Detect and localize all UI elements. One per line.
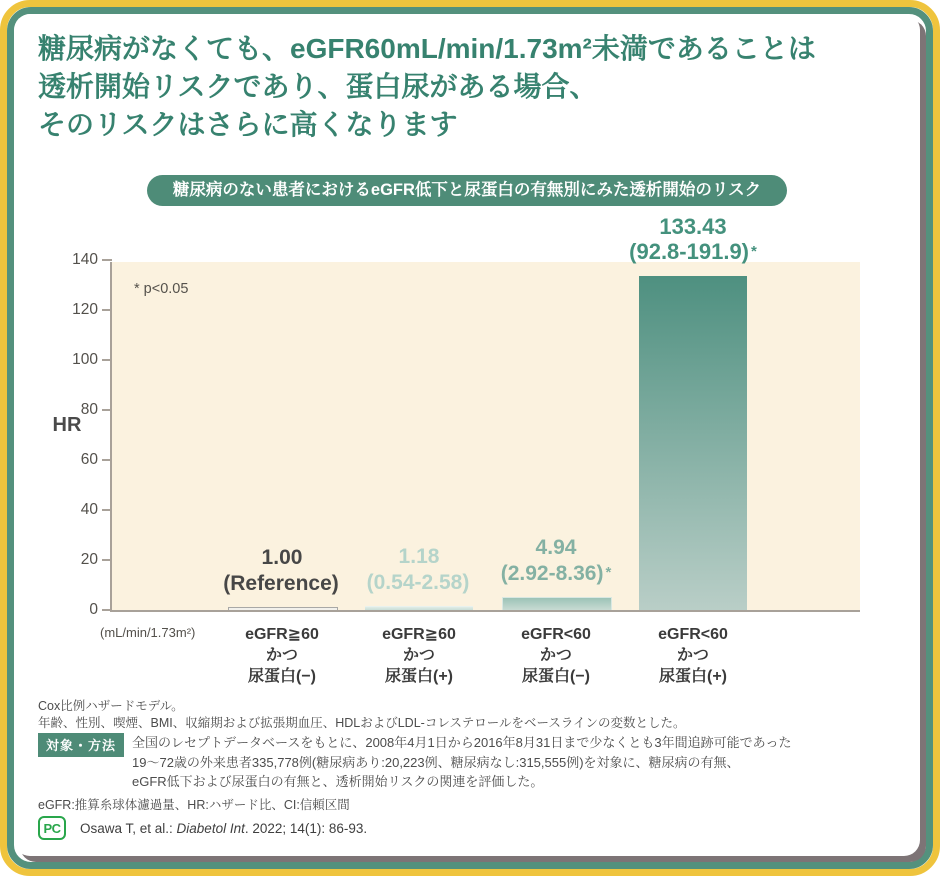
y-axis-label: HR [52, 414, 82, 436]
x-category-label: eGFR≧60 かつ 尿蛋白(+) [382, 626, 456, 685]
y-tick-mark [102, 509, 112, 511]
method-label-badge: 対象・方法 [38, 733, 124, 757]
x-category-label: eGFR≧60 かつ 尿蛋白(−) [245, 626, 319, 685]
x-category-label: eGFR<60 かつ 尿蛋白(−) [521, 626, 591, 685]
ci-value: (Reference) [223, 571, 339, 595]
y-tick-label: 20 [80, 551, 98, 568]
y-tick-mark [102, 459, 112, 461]
y-tick-label: 80 [80, 401, 98, 418]
model-footnotes [38, 698, 685, 731]
method-section [38, 733, 898, 792]
ci-value: (92.8-191.9) * [629, 239, 757, 265]
inner-green-frame [7, 7, 933, 869]
bar-egfr-lt60-protein-neg [502, 597, 612, 610]
pc-logo-icon: PC [38, 816, 66, 840]
significance-asterisk: * [751, 243, 757, 261]
y-tick-label: 0 [89, 601, 98, 618]
hr-value: 1.00 [261, 545, 303, 569]
bar-value-label [367, 544, 472, 595]
abbreviations: eGFR:推算糸球体濾過量、HR:ハザード比、CI:信頼区間 [38, 798, 350, 812]
chart-title-badge: 糖尿病のない患者におけるeGFR低下と尿蛋白の有無別にみた透析開始のリスク [147, 175, 787, 206]
citation-text: Osawa T, et al.: Diabetol Int. 2022; 14(1): 86-93. [80, 820, 368, 836]
y-tick-mark [102, 259, 112, 261]
bar-egfr-lt60-protein-pos [639, 276, 747, 610]
method-text [132, 733, 898, 792]
y-tick-label: 120 [72, 301, 98, 318]
citation-row [38, 816, 367, 840]
hr-value: 1.18 [398, 545, 440, 569]
method-line: 全国のレセプトデータベースをもとに、2008年4月1日から2016年8月31日まで少なくとも3年間追跡可能であった [132, 735, 792, 750]
method-line: eGFR低下および尿蛋白の有無と、透析開始リスクの関連を評価した。 [132, 774, 544, 789]
y-tick-mark [102, 359, 112, 361]
bar-value-label [629, 214, 757, 264]
x-axis-unit-label: (mL/min/1.73m²) [100, 625, 196, 640]
y-tick-mark [102, 409, 112, 411]
y-tick-label: 60 [80, 451, 98, 468]
bar-egfr-ge60-protein-pos [365, 606, 473, 610]
bar-value-label [501, 535, 612, 586]
y-tick-mark [102, 559, 112, 561]
y-tick-mark [102, 609, 112, 611]
y-tick-label: 140 [72, 251, 98, 268]
hr-value: 133.43 [659, 214, 727, 240]
journal-name: Diabetol Int [176, 820, 245, 836]
ci-value: (0.54-2.58) [366, 571, 470, 595]
significance-note: * p<0.05 [134, 281, 189, 297]
x-category-label: eGFR<60 かつ 尿蛋白(+) [658, 626, 728, 685]
y-tick-label: 40 [80, 501, 98, 518]
y-tick-label: 100 [72, 351, 98, 368]
title-line: 透析開始リスクであり、蛋白尿がある場合、 [38, 71, 598, 102]
ci-value: (2.92-8.36) * [500, 561, 612, 585]
footnote-line: Cox比例ハザードモデル。 [38, 699, 184, 713]
plot-area [72, 214, 860, 685]
hr-value: 4.94 [535, 535, 577, 559]
title-line: そのリスクはさらに高くなります [38, 109, 458, 140]
method-line: 19〜72歳の外来患者335,778例(糖尿病あり:20,223例、糖尿病なし:315,555例)を対象に、糖尿病の有無、 [132, 754, 740, 770]
title-line: 糖尿病がなくても、eGFR60mL/min/1.73m²未満であることは [38, 33, 816, 64]
y-tick-mark [102, 309, 112, 311]
footnote-line: 年齢、性別、喫煙、BMI、収縮期および拡張期血圧、HDLおよびLDL-コレステロールをベースラインの変数とした。 [38, 715, 686, 730]
significance-asterisk: * [605, 563, 612, 581]
content-card [14, 14, 920, 856]
page-title [38, 30, 898, 144]
chart-title-row [14, 175, 920, 206]
bar-egfr-ge60-protein-neg [228, 607, 338, 611]
bar-value-label [223, 545, 341, 596]
